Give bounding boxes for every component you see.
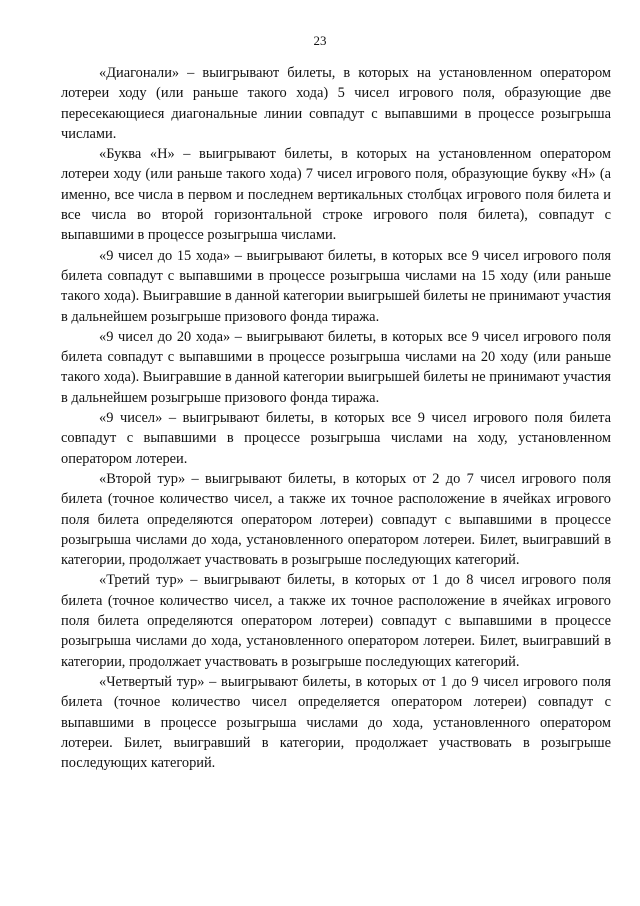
paragraph-9-numbers: «9 чисел» – выигрывают билеты, в которых все 9 чисел игрового поля билета совпадут с выпавшими в процессе розыгрыша числами на ходу, установленном оператором лотереи.: [61, 410, 611, 467]
paragraph-letter-h: «Буква «Н» – выигрывают билеты, в которых на установленном оператором лотереи ходу (или раньше такого хода) 7 чисел игрового поля, образующие букву «Н» (а именно, все числа в первом и последнем вертикальных столбцах игрового поля билета и все числа во второй горизонтальной строке игрового поля билета), совпадут с выпавшими в процессе розыгрыша числами.: [61, 146, 611, 244]
paragraph-third-round: «Третий тур» – выигрывают билеты, в которых от 1 до 8 чисел игрового поля билета (точное количество чисел, а также их точное расположение в ячейках игрового поля билета определяются оператором лотереи) совпадут с выпавшими в процессе розыгрыша числами до хода, установленного оператором лотереи. Билет, выигравший в категории, продолжает участвовать в розыгрыше последующих категорий.: [61, 572, 611, 670]
paragraph-9-numbers-before-15: «9 чисел до 15 хода» – выигрывают билеты, в которых все 9 чисел игрового поля билета совпадут с выпавшими в процессе розыгрыша числами на 15 ходу (или раньше такого хода). Выигравшие в данной категории выигрышей билеты не принимают участия в дальнейшем розыгрыше призового фонда тиража.: [61, 247, 611, 325]
paragraph-fourth-round: «Четвертый тур» – выигрывают билеты, в которых от 1 до 9 чисел игрового поля билета (точное количество чисел определяется оператором лотереи) совпадут с выпавшими в процессе розыгрыша числами до хода, установленного оператором лотереи. Билет, выигравший в категории, продолжает участвовать в розыгрыше последующих категорий.: [61, 673, 611, 772]
page-number: 23: [313, 33, 327, 48]
paragraph-9-numbers-before-20: «9 чисел до 20 хода» – выигрывают билеты, в которых все 9 чисел игрового поля билета совпадут с выпавшими в процессе розыгрыша числами на 20 ходу (или раньше такого хода). Выигравшие в данной категории выигрышей билеты не принимают участия в дальнейшем розыгрыше призового фонда тиража.: [61, 328, 611, 406]
document-body: [61, 63, 611, 773]
paragraph-diagonals: «Диагонали» – выигрывают билеты, в которых на установленном оператором лотереи ходу (или раньше такого хода) 5 чисел игрового поля, образующие две пересекающиеся диагональные линии совпадут с выпавшими в процессе розыгрыша числами.: [61, 65, 611, 142]
paragraph-second-round: «Второй тур» – выигрывают билеты, в которых от 2 до 7 чисел игрового поля билета (точное количество чисел, а также их точное расположение в ячейках игрового поля билета определяются оператором лотереи) совпадут с выпавшими в процессе розыгрыша числами до хода, установленного оператором лотереи. Билет, выигравший в категории, продолжает участвовать в розыгрыше последующих категорий.: [61, 470, 611, 569]
